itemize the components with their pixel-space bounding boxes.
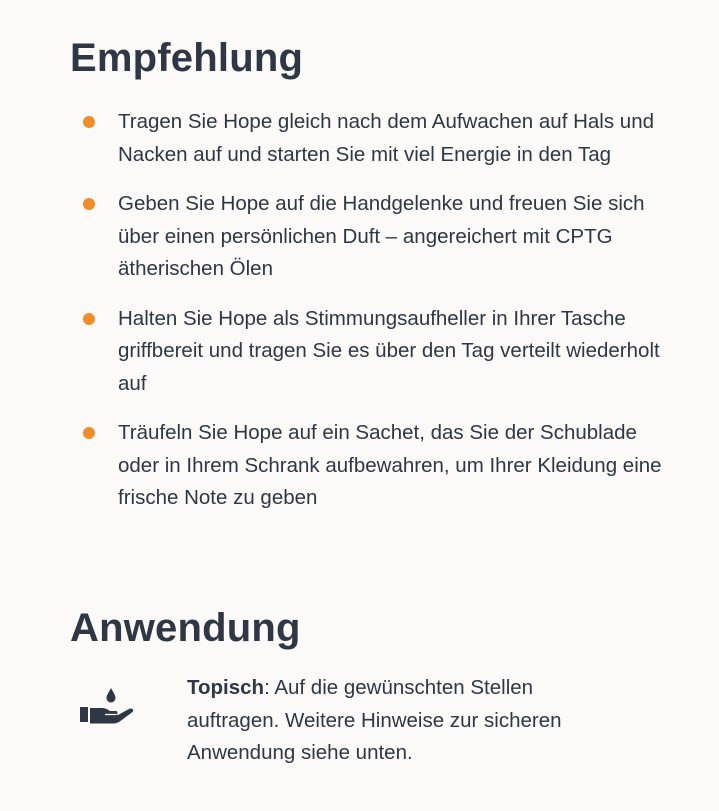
bullet-icon bbox=[83, 198, 95, 210]
recommendation-list bbox=[70, 106, 670, 532]
recommendation-text: Tragen Sie Hope gleich nach dem Aufwachen auf Hals und Nacken auf und starten Sie mit viel Energie in den Tag bbox=[118, 110, 654, 166]
recommendation-text: Halten Sie Hope als Stimmungsaufheller in Ihrer Tasche griffbereit und tragen Sie es über den Tag verteilt wiederholt auf bbox=[118, 306, 660, 395]
bullet-icon bbox=[83, 116, 95, 128]
list-item bbox=[70, 106, 670, 171]
bullet-icon bbox=[83, 427, 95, 439]
bullet-icon bbox=[83, 313, 95, 325]
list-item bbox=[70, 417, 670, 515]
hand-with-drop-icon bbox=[78, 682, 138, 732]
method-separator: : bbox=[264, 676, 270, 699]
application-heading: Anwendung bbox=[70, 606, 301, 650]
application-method bbox=[70, 672, 670, 782]
recommendation-heading: Empfehlung bbox=[70, 36, 304, 80]
list-item bbox=[70, 188, 670, 286]
application-method-text: Auf die gewünschten Stellen auftragen. Weitere Hinweise zur sicheren Anwendung siehe unten. bbox=[187, 676, 562, 764]
list-item bbox=[70, 303, 670, 401]
recommendation-text: Geben Sie Hope auf die Handgelenke und freuen Sie sich über einen persönlichen Duft – angereichert mit CPTG ätherischen Ölen bbox=[118, 192, 645, 280]
application-description bbox=[187, 672, 617, 770]
application-method-label: Topisch bbox=[187, 676, 265, 699]
recommendation-text: Träufeln Sie Hope auf ein Sachet, das Sie der Schublade oder in Ihrem Schrank aufbewahren, um Ihrer Kleidung eine frische Note zu geben bbox=[118, 421, 662, 509]
